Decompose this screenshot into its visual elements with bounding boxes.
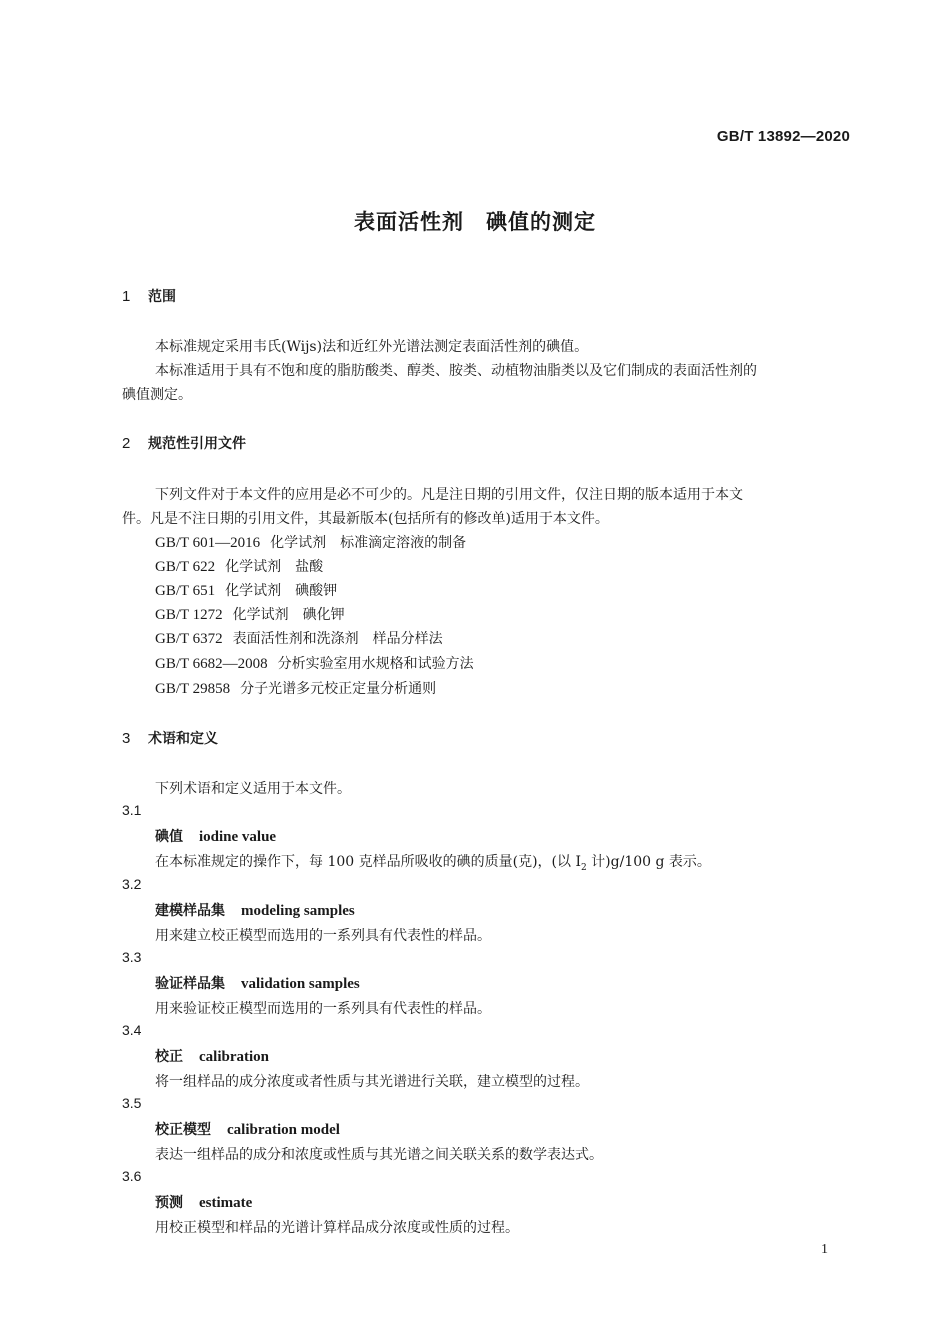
term-definition: 用校正模型和样品的光谱计算样品成分浓度或性质的过程。 [155,1220,519,1236]
term-en: iodine value [199,829,277,845]
term-definition: 用来验证校正模型而选用的一系列具有代表性的样品。 [155,1001,491,1017]
reference-code: GB/T 651 [155,583,216,599]
section-title: 规范性引用文件 [148,436,246,452]
reference-item [155,678,436,698]
reference-code: GB/T 29858 [155,681,231,697]
reference-code: GB/T 6372 [155,631,223,647]
section-1-heading [122,286,176,306]
term-name [155,973,360,993]
term-definition: 表达一组样品的成分和浓度或性质与其光谱之间关联关系的数学表达式。 [155,1147,603,1163]
term-name [155,1192,252,1212]
section-1-paragraph-2-line-2: 碘值测定。 [122,387,192,403]
clause-number: 3.4 [122,1022,142,1038]
document-title: 表面活性剂 碘值的测定 [354,210,596,234]
term-en: calibration model [227,1122,340,1138]
term-zh: 建模样品集 [155,903,225,919]
term-en: modeling samples [241,903,355,919]
term-definition: 将一组样品的成分浓度或者性质与其光谱进行关联，建立模型的过程。 [155,1074,589,1090]
reference-item [155,653,474,673]
reference-title: 分析实验室用水规格和试验方法 [277,656,474,672]
section-number: 2 [122,435,131,452]
reference-item [155,532,466,552]
term-en: validation samples [241,976,360,992]
term-zh: 校正模型 [155,1122,211,1138]
section-3-heading [122,728,218,748]
term-zh: 预测 [155,1195,183,1211]
section-title: 术语和定义 [148,731,218,747]
section-2-paragraph-line-2: 件。凡是不注日期的引用文件，其最新版本(包括所有的修改单)适用于本文件。 [122,511,609,527]
clause-number: 3.3 [122,949,142,965]
standard-code: GB/T 13892—2020 [716,128,850,145]
reference-code: GB/T 1272 [155,607,223,623]
clause-number: 3.1 [122,802,142,818]
term-name [155,900,355,920]
reference-title: 化学试剂 盐酸 [225,559,324,575]
definition-subscript: 2 [581,862,587,873]
reference-title: 化学试剂 碘酸钾 [225,583,338,599]
section-2-heading [122,433,246,453]
term-en: calibration [199,1049,269,1065]
reference-item [155,628,443,648]
term-en: estimate [199,1195,253,1211]
term-zh: 碘值 [155,829,183,845]
definition-text-pre: 在本标准规定的操作下，每 100 克样品所吸收的碘的质量(克)，(以 I [155,854,581,870]
term-definition: 用来建立校正模型而选用的一系列具有代表性的样品。 [155,928,491,944]
term-name [155,826,276,846]
reference-item [155,556,323,576]
section-number: 3 [122,730,131,747]
clause-number: 3.5 [122,1095,142,1111]
term-name [155,1119,340,1139]
section-1-paragraph-1: 本标准规定采用韦氏(Wijs)法和近红外光谱法测定表面活性剂的碘值。 [155,339,589,355]
page-number: 1 [821,1242,828,1257]
section-2-paragraph-line-1: 下列文件对于本文件的应用是必不可少的。凡是注日期的引用文件，仅注日期的版本适用于本文 [155,487,743,503]
reference-item [155,604,345,624]
clause-number: 3.6 [122,1168,142,1184]
section-number: 1 [122,288,131,305]
term-definition [155,851,711,873]
reference-code: GB/T 601—2016 [155,535,261,551]
reference-code: GB/T 6682—2008 [155,656,268,672]
reference-item [155,580,337,600]
section-title: 范围 [148,289,176,305]
section-1-paragraph-2-line-1: 本标准适用于具有不饱和度的脂肪酸类、醇类、胺类、动植物油脂类以及它们制成的表面活性剂的 [155,363,757,379]
reference-title: 化学试剂 碘化钾 [232,607,345,623]
term-name [155,1046,269,1066]
term-zh: 校正 [155,1049,183,1065]
reference-code: GB/T 622 [155,559,216,575]
definition-text-post: 计)g/100 g 表示。 [586,854,711,870]
term-zh: 验证样品集 [155,976,225,992]
reference-title: 表面活性剂和洗涤剂 样品分样法 [232,631,443,647]
reference-title: 分子光谱多元校正定量分析通则 [240,681,437,697]
section-3-intro: 下列术语和定义适用于本文件。 [155,781,351,797]
reference-title: 化学试剂 标准滴定溶液的制备 [270,535,467,551]
clause-number: 3.2 [122,876,142,892]
